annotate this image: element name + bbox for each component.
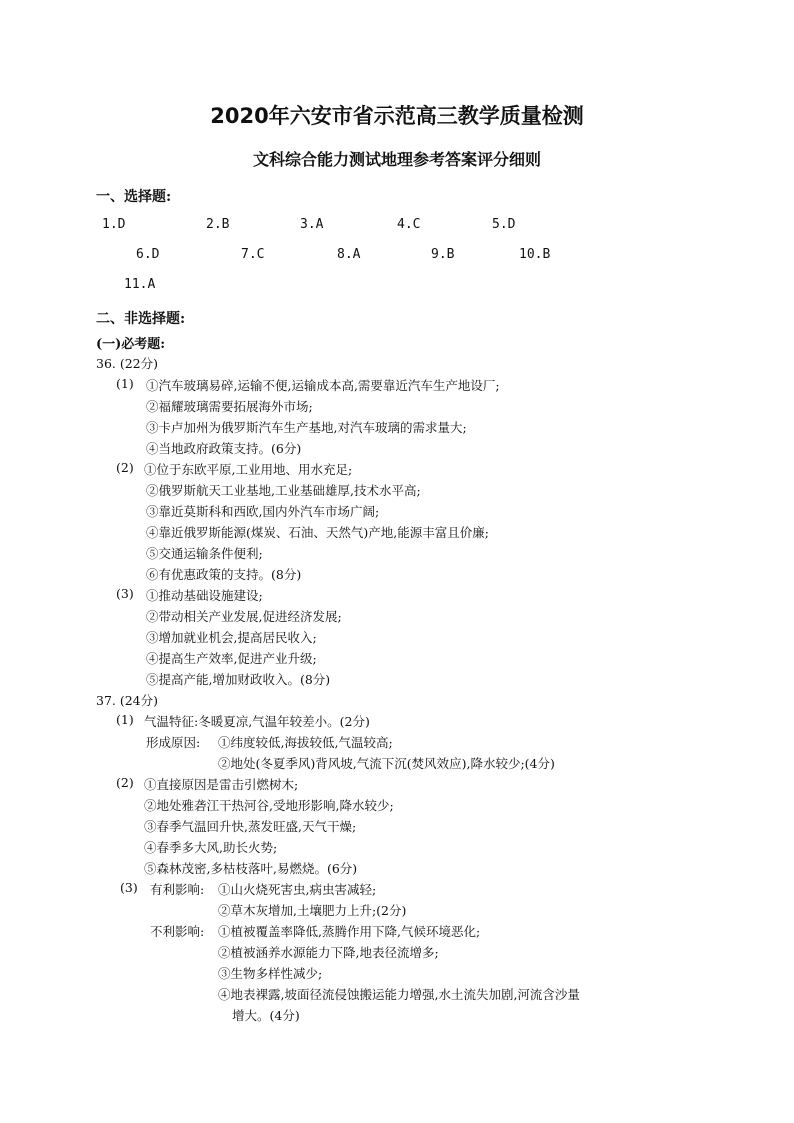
answer-item: 8.A [337, 247, 361, 262]
answer-item: 11.A [124, 277, 156, 292]
answer-line: ①山火烧死害虫,病虫害减轻; [218, 882, 377, 897]
answer-item: 7.C [241, 247, 265, 262]
answer-line: ⑥有优惠政策的支持。(8分) [146, 567, 302, 582]
section-heading-nonchoice: 二、非选择题: [96, 311, 186, 327]
answer-line: ②地处(冬夏季风)背风坡,气流下沉(焚风效应),降水较少;(4分) [218, 756, 555, 771]
answer-line: 增大。(4分) [232, 1008, 300, 1023]
section-heading-required: (一)必考题: [96, 337, 166, 352]
part-label: (2) [116, 460, 134, 475]
answer-line: ②俄罗斯航天工业基地,工业基础雄厚,技术水平高; [146, 483, 421, 498]
question-header-37: 37. (24分) [96, 693, 159, 708]
answer-line: ④当地政府政策支持。(6分) [146, 441, 302, 456]
page-subtitle: 文科综合能力测试地理参考答案评分细则 [252, 150, 541, 169]
answer-line: ②植被涵养水源能力下降,地表径流增多; [218, 945, 439, 960]
answer-line: 气温特征:冬暖夏凉,气温年较差小。(2分) [144, 714, 370, 729]
answer-line: ②带动相关产业发展,促进经济发展; [146, 609, 342, 624]
answer-line: ③增加就业机会,提高居民收入; [146, 630, 317, 645]
answer-line: ③春季气温回升快,蒸发旺盛,天气干燥; [144, 819, 357, 834]
answer-line: ①直接原因是雷击引燃树木; [144, 777, 299, 792]
part-label: (2) [116, 775, 134, 790]
answer-line: ⑤森林茂密,多枯枝落叶,易燃烧。(6分) [144, 861, 358, 876]
answer-line: ①位于东欧平原,工业用地、用水充足; [144, 462, 353, 477]
answer-line: ①纬度较低,海拔较低,气温较高; [218, 735, 393, 750]
answer-line: ⑤交通运输条件便利; [146, 546, 263, 561]
answer-line: ④靠近俄罗斯能源(煤炭、石油、天然气)产地,能源丰富且价廉; [146, 525, 489, 540]
answer-line: ②地处雅砻江干热河谷,受地形影响,降水较少; [144, 798, 394, 813]
answer-line: ②福耀玻璃需要拓展海外市场; [146, 399, 313, 414]
page-title: 2020年六安市省示范高三教学质量检测 [210, 104, 584, 128]
answer-line: ③卡卢加州为俄罗斯汽车生产基地,对汽车玻璃的需求量大; [146, 420, 467, 435]
part-label: (3) [120, 880, 138, 895]
answer-line: ②草木灰增加,土壤肥力上升;(2分) [218, 903, 407, 918]
part-label: (1) [116, 712, 134, 727]
answer-item: 9.B [431, 247, 455, 262]
part-label: (3) [116, 586, 134, 601]
answer-line: ①植被覆盖率降低,蒸腾作用下降,气候环境恶化; [218, 924, 481, 939]
answer-line: ①汽车玻璃易碎,运输不便,运输成本高,需要靠近汽车生产地设厂; [146, 378, 500, 393]
answer-item: 2.B [206, 217, 230, 232]
answer-line: ④地表裸露,坡面径流侵蚀搬运能力增强,水土流失加剧,河流含沙量 [218, 987, 580, 1002]
answer-line: ③靠近莫斯科和西欧,国内外汽车市场广阔; [146, 504, 380, 519]
cause-label: 形成原因: [146, 735, 201, 750]
answer-item: 6.D [136, 247, 160, 262]
favorable-label: 有利影响: [150, 882, 205, 897]
part-label: (1) [116, 376, 134, 391]
answer-item: 5.D [492, 217, 516, 232]
question-header-36: 36. (22分) [96, 356, 159, 371]
answer-item: 10.B [519, 247, 551, 262]
section-heading-choice: 一、选择题: [96, 189, 172, 205]
answer-item: 1.D [102, 217, 126, 232]
answer-line: ⑤提高产能,增加财政收入。(8分) [146, 672, 331, 687]
answer-item: 4.C [397, 217, 421, 232]
answer-item: 3.A [300, 217, 324, 232]
answer-line: ④春季多大风,助长火势; [144, 840, 278, 855]
answer-line: ③生物多样性减少; [218, 966, 323, 981]
answer-line: ④提高生产效率,促进产业升级; [146, 651, 317, 666]
unfavorable-label: 不利影响: [150, 924, 205, 939]
answer-line: ①推动基础设施建设; [146, 588, 263, 603]
